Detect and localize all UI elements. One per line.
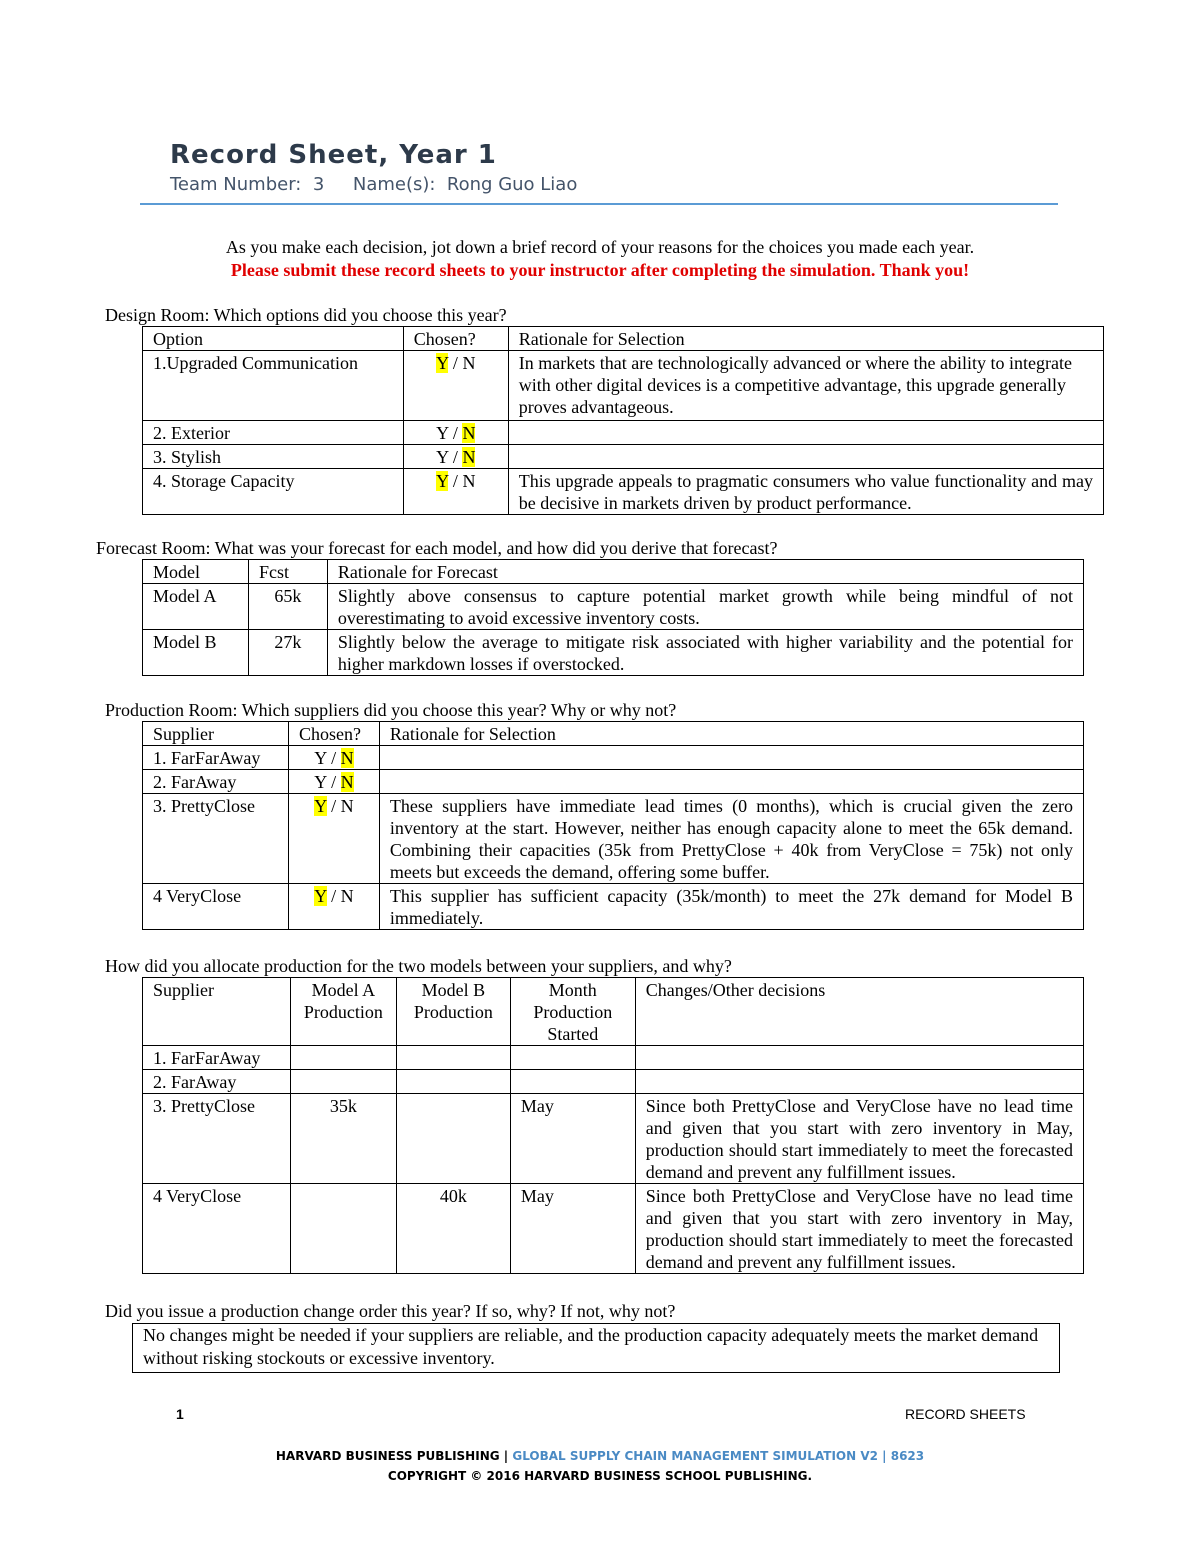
column-header: Model bbox=[143, 560, 249, 584]
team-names: Rong Guo Liao bbox=[446, 174, 578, 195]
table-row bbox=[143, 1184, 1084, 1274]
chosen-yn: Y / N bbox=[288, 884, 379, 930]
chosen-mark: Y bbox=[314, 886, 327, 906]
supplier-name: 2. FarAway bbox=[143, 1070, 291, 1094]
rationale bbox=[379, 770, 1083, 794]
column-header: Chosen? bbox=[403, 327, 508, 351]
table-row bbox=[143, 770, 1084, 794]
submission-notice: Please submit these record sheets to your instructor after completing the simulation. Thank you! bbox=[230, 260, 970, 280]
header-divider bbox=[140, 203, 1058, 205]
option-name: 1.Upgraded Communication bbox=[143, 351, 404, 421]
model-b-production bbox=[396, 1094, 510, 1184]
course-name: GLOBAL SUPPLY CHAIN MANAGEMENT bbox=[512, 1449, 769, 1463]
column-header: Chosen? bbox=[288, 722, 379, 746]
table-row bbox=[143, 421, 1104, 445]
supplier-name: 3. PrettyClose bbox=[143, 794, 289, 884]
model-name: Model A bbox=[143, 584, 249, 630]
supplier-name: 1. FarFarAway bbox=[143, 746, 289, 770]
model-b-production bbox=[396, 1046, 510, 1070]
model-a-production bbox=[290, 1046, 396, 1070]
instructions bbox=[0, 236, 1200, 282]
table-row bbox=[143, 1046, 1084, 1070]
page-number: 1 bbox=[176, 1406, 184, 1422]
supplier-name: 2. FarAway bbox=[143, 770, 289, 794]
chosen-yn: Y / N bbox=[288, 794, 379, 884]
table-header-row bbox=[143, 327, 1104, 351]
table-row bbox=[143, 1070, 1084, 1094]
design-room-question: Design Room: Which options did you choose this year? bbox=[105, 305, 507, 325]
names-label: Name(s): bbox=[352, 174, 436, 195]
column-header: Option bbox=[143, 327, 404, 351]
chosen-mark: N bbox=[340, 748, 354, 768]
forecast-room-question: Forecast Room: What was your forecast for each model, and how did you derive that forecast? bbox=[96, 538, 778, 558]
instructions-line: As you make each decision, jot down a brief record of your reasons for the choices you made each year. bbox=[225, 237, 975, 257]
column-header: Model A Production bbox=[290, 978, 396, 1046]
month-started: May bbox=[510, 1094, 635, 1184]
table-row bbox=[143, 746, 1084, 770]
copyright: COPYRIGHT © 2016 HARVARD BUSINESS SCHOOL PUBLISHING. bbox=[387, 1469, 813, 1483]
change-order-answer: No changes might be needed if your suppliers are reliable, and the production capacity adequately meets the market demand without risking stockouts or excessive inventory. bbox=[132, 1323, 1060, 1373]
team-info bbox=[170, 174, 577, 195]
other-decisions bbox=[635, 1046, 1083, 1070]
option-name: 2. Exterior bbox=[143, 421, 404, 445]
rationale: Slightly above consensus to capture potential market growth while being mindful of not overestimating to avoid excessive inventory costs. bbox=[327, 584, 1083, 630]
column-header: Rationale for Forecast bbox=[327, 560, 1083, 584]
allocation-question: How did you allocate production for the two models between your suppliers, and why? bbox=[105, 956, 732, 976]
model-name: Model B bbox=[143, 630, 249, 676]
team-number: 3 bbox=[312, 174, 325, 195]
month-started bbox=[510, 1070, 635, 1094]
forecast-value: 27k bbox=[248, 630, 327, 676]
model-a-production bbox=[290, 1070, 396, 1094]
other-decisions: Since both PrettyClose and VeryClose have no lead time and given that you start with zero inventory in May, production should start immediately to meet the forecasted demand and prevent any fulfillment issues. bbox=[635, 1094, 1083, 1184]
model-b-production bbox=[396, 1070, 510, 1094]
column-header: Fcst bbox=[248, 560, 327, 584]
production-room-question: Production Room: Which suppliers did you choose this year? Why or why not? bbox=[105, 700, 677, 720]
chosen-mark: N bbox=[462, 423, 476, 443]
table-row bbox=[143, 794, 1084, 884]
table-row bbox=[143, 630, 1084, 676]
table-header-row bbox=[143, 560, 1084, 584]
table-row bbox=[143, 351, 1104, 421]
chosen-mark: Y bbox=[436, 471, 449, 491]
chosen-yn: Y / N bbox=[403, 445, 508, 469]
rationale: In markets that are technologically advanced or where the ability to integrate with other digital devices is a competitive advantage, this upgrade generally proves advantageous. bbox=[508, 351, 1103, 421]
model-a-production bbox=[290, 1184, 396, 1274]
supplier-name: 4 VeryClose bbox=[143, 884, 289, 930]
rationale: This upgrade appeals to pragmatic consumers who value functionality and may be decisive in markets driven by product performance. bbox=[508, 469, 1103, 515]
supplier-name: 1. FarFarAway bbox=[143, 1046, 291, 1070]
chosen-mark: Y bbox=[314, 796, 327, 816]
supplier-name: 4 VeryClose bbox=[143, 1184, 291, 1274]
simulation-version: SIMULATION V2 | 8623 bbox=[772, 1449, 925, 1463]
chosen-yn: Y / N bbox=[403, 421, 508, 445]
rationale bbox=[379, 746, 1083, 770]
table-row bbox=[143, 884, 1084, 930]
change-order-question: Did you issue a production change order this year? If so, why? If not, why not? bbox=[105, 1301, 676, 1321]
chosen-mark: Y bbox=[436, 353, 449, 373]
column-header: Rationale for Selection bbox=[508, 327, 1103, 351]
column-header: Changes/Other decisions bbox=[635, 978, 1083, 1046]
chosen-yn: Y / N bbox=[288, 746, 379, 770]
column-header: Supplier bbox=[143, 978, 291, 1046]
option-name: 4. Storage Capacity bbox=[143, 469, 404, 515]
table-row bbox=[143, 445, 1104, 469]
chosen-yn: Y / N bbox=[403, 469, 508, 515]
model-b-production: 40k bbox=[396, 1184, 510, 1274]
supplier-name: 3. PrettyClose bbox=[143, 1094, 291, 1184]
rationale: This supplier has sufficient capacity (35k/month) to meet the 27k demand for Model B immediately. bbox=[379, 884, 1083, 930]
model-a-production: 35k bbox=[290, 1094, 396, 1184]
table-header-row bbox=[143, 722, 1084, 746]
rationale: These suppliers have immediate lead times (0 months), which is crucial given the zero inventory at the start. However, neither has enough capacity alone to meet the 65k demand. Combining their capacities (35k from PrettyClose + 40k from VeryClose = 75k) not only meets but exceeds the demand, offering some buffer. bbox=[379, 794, 1083, 884]
section-label: RECORD SHEETS bbox=[905, 1406, 1026, 1422]
chosen-mark: N bbox=[340, 772, 354, 792]
rationale bbox=[508, 421, 1103, 445]
rationale: Slightly below the average to mitigate risk associated with higher variability and the potential for higher markdown losses if overstocked. bbox=[327, 630, 1083, 676]
rationale bbox=[508, 445, 1103, 469]
month-started: May bbox=[510, 1184, 635, 1274]
column-header: Supplier bbox=[143, 722, 289, 746]
table-header-row bbox=[143, 978, 1084, 1046]
publisher-footer bbox=[0, 1446, 1200, 1486]
page-title: Record Sheet, Year 1 bbox=[170, 140, 497, 170]
chosen-yn: Y / N bbox=[288, 770, 379, 794]
team-number-label: Team Number: bbox=[170, 174, 302, 195]
other-decisions: Since both PrettyClose and VeryClose have no lead time and given that you start with zero inventory in May, production should start immediately to meet the forecasted demand and prevent any fulfillment issues. bbox=[635, 1184, 1083, 1274]
forecast-value: 65k bbox=[248, 584, 327, 630]
column-header: Month Production Started bbox=[510, 978, 635, 1046]
column-header: Rationale for Selection bbox=[379, 722, 1083, 746]
month-started bbox=[510, 1046, 635, 1070]
chosen-mark: N bbox=[462, 447, 476, 467]
option-name: 3. Stylish bbox=[143, 445, 404, 469]
table-row bbox=[143, 584, 1084, 630]
other-decisions bbox=[635, 1070, 1083, 1094]
publisher-name: HARVARD BUSINESS PUBLISHING | bbox=[275, 1449, 509, 1463]
column-header: Model B Production bbox=[396, 978, 510, 1046]
chosen-yn: Y / N bbox=[403, 351, 508, 421]
design-room-table bbox=[142, 326, 1104, 515]
forecast-room-table bbox=[142, 559, 1084, 676]
production-room-table bbox=[142, 721, 1084, 930]
table-row bbox=[143, 469, 1104, 515]
table-row bbox=[143, 1094, 1084, 1184]
allocation-table bbox=[142, 977, 1084, 1274]
